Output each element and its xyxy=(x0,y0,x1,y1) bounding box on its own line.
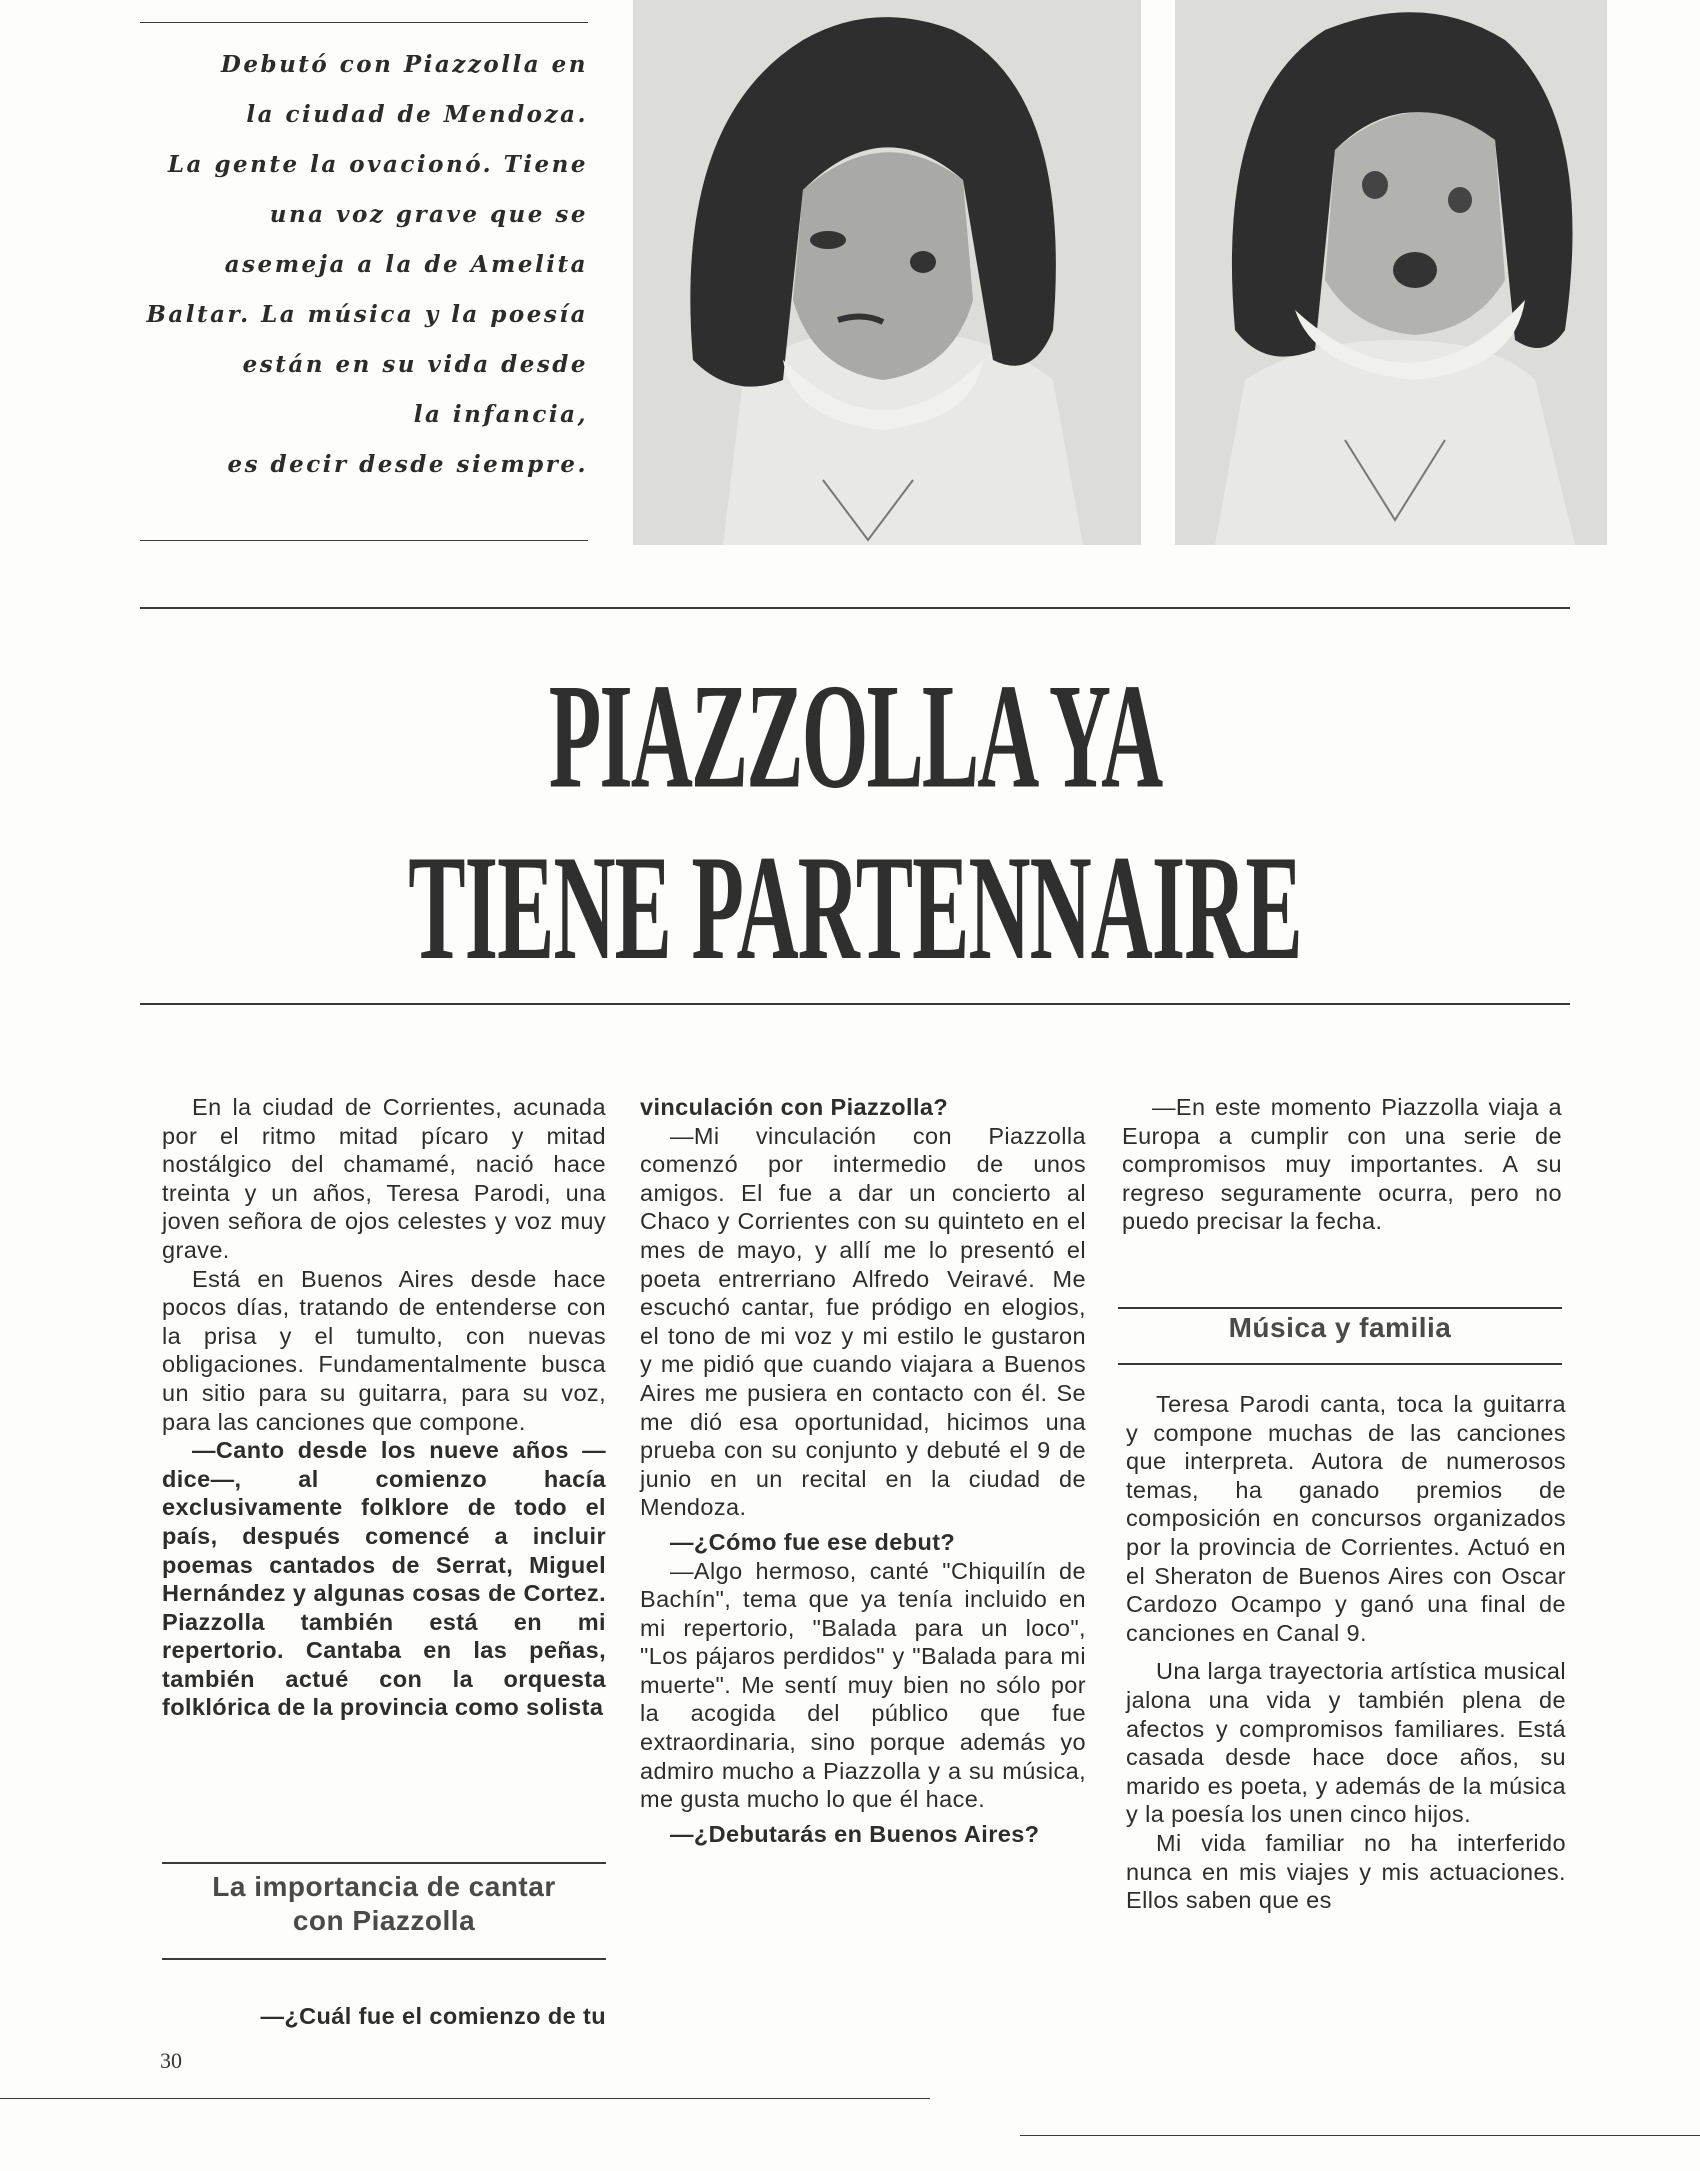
page-number: 30 xyxy=(160,2048,182,2073)
article-column-2 xyxy=(640,1093,1086,1848)
headline-line-2: TIENE PARTENNAIRE xyxy=(408,823,1302,992)
answer: —Algo hermoso, canté "Chiquilín de Bachín", tema que ya tenía incluido en mi repertorio, "Balada para un loco", "Los pájaros perdidos" y "Balada para mi muerte". Me sentí muy bien no sólo por la acogida del público que fue extraordinaria, sino porque además yo admiro mucho a Piazzolla y a su música, me gusta mucho lo que él hace. xyxy=(640,1557,1086,1813)
subhead-musica-familia: Música y familia xyxy=(1228,1312,1452,1343)
bold-quote: —Canto desde los nueve años —dice—, al comienzo hacía exclusivamente folklore de todo el país, después comencé a incluir poemas cantados de Serrat, Miguel Hernández y algunas cosas de Cortez. Piazzolla también está en mi repertorio. Cantaba en las peñas, también actué con la orquesta folklórica de la provincia como solista xyxy=(162,1437,606,1721)
caption-line: es decir desde siempre. xyxy=(227,451,588,478)
caption-line: Baltar. La música y la poesía xyxy=(146,301,588,328)
subhead-block-1 xyxy=(162,1862,606,1960)
headline-line-1: PIAZZOLLA YA xyxy=(548,651,1162,820)
subhead-line: La importancia de cantar xyxy=(212,1871,556,1902)
article-column-3-continued xyxy=(1126,1390,1566,1915)
caption-bottom-rule xyxy=(140,540,588,541)
question: —¿Cuál fue el comienzo de tu xyxy=(260,2003,606,2029)
caption-line: la infancia, xyxy=(413,401,588,428)
subhead-importancia xyxy=(162,1870,606,1938)
paragraph: Teresa Parodi canta, toca la guitarra y compone muchas de las canciones que interpreta. Autora de numerosos temas, ha ganado premios de composición en concursos organizados por la provincia de Corrientes. Actuó en el Sheraton de Buenos Aires con Oscar Cardozo Ocampo y ganó una final de canciones en Canal 9. xyxy=(1126,1391,1566,1646)
paragraph: Una larga trayectoria artística musical jalona una vida y también plena de afectos y compromisos familiares. Está casada desde hace doce años, su marido es poeta, y además de la música y la poesía los unen cinco hijos. xyxy=(1126,1658,1566,1828)
subhead-top-rule xyxy=(1118,1307,1562,1309)
caption-line: la ciudad de Mendoza. xyxy=(246,101,588,128)
subhead-bottom-rule xyxy=(1118,1363,1562,1365)
headline-bottom-rule xyxy=(140,1003,1570,1005)
footer-rule-left xyxy=(0,2098,930,2099)
caption-line: una voz grave que se xyxy=(269,201,588,228)
caption-line: Debutó con Piazzolla en xyxy=(220,51,588,78)
subhead-block-2 xyxy=(1118,1307,1562,1365)
question: —¿Debutarás en Buenos Aires? xyxy=(670,1820,1040,1847)
article-column-1-continued xyxy=(162,2002,606,2031)
caption-top-rule xyxy=(140,22,588,23)
caption-line: asemeja a la de Amelita xyxy=(224,251,588,278)
subhead-top-rule xyxy=(162,1862,606,1864)
portrait-photo-1 xyxy=(633,0,1141,545)
subhead-line: con Piazzolla xyxy=(292,1905,476,1936)
paragraph: Mi vida familiar no ha interferido nunca en mis viajes y mis actuaciones. Ellos saben que es xyxy=(1126,1829,1566,1914)
portrait-photo-2 xyxy=(1175,0,1607,545)
portrait-illustration xyxy=(1175,0,1607,545)
article-column-1 xyxy=(162,1093,606,1722)
portrait-illustration xyxy=(633,0,1141,545)
footer-rule-right xyxy=(1020,2135,1700,2136)
caption-line: La gente la ovacionó. Tiene xyxy=(167,151,588,178)
answer: —En este momento Piazzolla viaja a Europa a cumplir con una serie de compromisos muy importantes. A su regreso seguramente ocurra, pero no puedo precisar la fecha. xyxy=(1122,1094,1562,1235)
answer: —Mi vinculación con Piazzolla comenzó por intermedio de unos amigos. El fue a dar un concierto al Chaco y Corrientes con su quinteto en el mes de mayo, y allí me lo presentó el poeta entrerriano Alfredo Veiravé. Me escuchó cantar, fue pródigo en elogios, el tono de mi voz y mi estilo le gustaron y me pidió que cuando viajara a Buenos Aires me pusiera en contacto con él. Se me dió esa oportunidad, hicimos una prueba con su conjunto y debuté el 9 de junio en un recital en la ciudad de Mendoza. xyxy=(640,1122,1086,1521)
photo-caption xyxy=(140,40,588,490)
caption-line: están en su vida desde xyxy=(242,351,588,378)
paragraph: En la ciudad de Corrientes, acunada por el ritmo mitad pícaro y mitad nostálgico del chamamé, nació hace treinta y un años, Teresa Parodi, una joven señora de ojos celestes y voz muy grave. xyxy=(162,1094,606,1263)
article-column-3 xyxy=(1122,1093,1562,1236)
headline-top-rule xyxy=(140,607,1570,609)
question: —¿Cómo fue ese debut? xyxy=(670,1528,956,1555)
question: vinculación con Piazzolla? xyxy=(640,1094,949,1120)
headline xyxy=(140,650,1570,993)
subhead-bottom-rule xyxy=(162,1958,606,1960)
paragraph: Está en Buenos Aires desde hace pocos días, tratando de entenderse con la prisa y el tumulto, con nuevas obligaciones. Fundamentalmente busca un sitio para su guitarra, para su voz, para las canciones que compone. xyxy=(162,1265,606,1435)
